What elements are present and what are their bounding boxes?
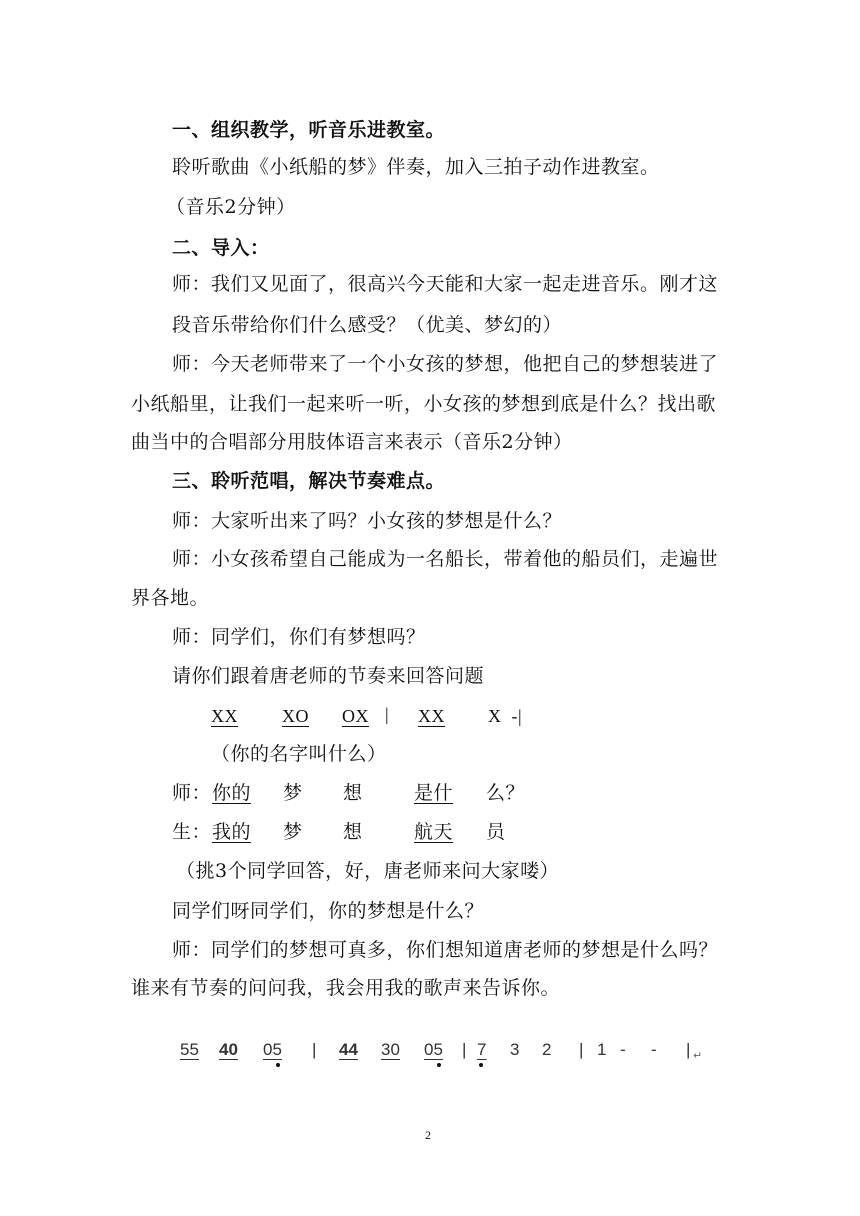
low-octave-dot (479, 1063, 483, 1067)
lyric-word: 员 (486, 821, 506, 843)
note-group: 05 (263, 1040, 282, 1059)
lyric-word: 我的 (212, 821, 252, 843)
paragraph: 师：大家听出来了吗？小女孩的梦想是什么？ (172, 510, 563, 532)
lyric-word: 梦 (283, 782, 303, 804)
lyric-word: 你的 (212, 782, 252, 804)
paragraph: 师：小女孩希望自己能成为一名船长，带着他的船员们，走遍世 (172, 548, 719, 570)
lyric-word: 想 (343, 821, 363, 843)
paragraph: （音乐2分钟） (166, 196, 296, 218)
paragraph: 聆听歌曲《小纸船的梦》伴奏，加入三拍子动作进教室。 (172, 156, 660, 178)
paragraph-mark: ↵ (693, 1050, 703, 1062)
note-group: 44 (339, 1040, 358, 1059)
bar-line: | (462, 1040, 467, 1059)
paragraph: 谁来有节奏的问问我，我会用我的歌声来告诉你。 (131, 977, 561, 999)
section-heading-1: 一、组织教学，听音乐进教室。 (172, 119, 446, 141)
paragraph: 师：今天老师带来了一个小女孩的梦想，他把自己的梦想装进了 (172, 353, 719, 375)
bar-line: | (579, 1040, 584, 1059)
lyric-word: 梦 (283, 821, 303, 843)
note: 2 (542, 1040, 552, 1059)
rhythm-note: X -| (488, 706, 523, 726)
note: 1 (597, 1040, 607, 1059)
rhythm-note: XO (282, 706, 309, 726)
low-octave-dot (276, 1063, 280, 1067)
paragraph: （挑3个同学回答，好，唐老师来问大家喽） (176, 860, 560, 882)
rhythm-note: XX (418, 706, 445, 726)
low-octave-dot (437, 1063, 441, 1067)
section-heading-3: 三、聆听范唱，解决节奏难点。 (172, 470, 446, 492)
bar-line: | (385, 704, 390, 724)
note: 3 (510, 1040, 520, 1059)
note: 7 (477, 1040, 487, 1059)
bar-line: | (312, 1040, 317, 1059)
paragraph: 师：同学们的梦想可真多，你们想知道唐老师的梦想是什么吗？ (172, 939, 719, 961)
page-number: 2 (425, 1128, 431, 1142)
note-group: 40 (219, 1040, 238, 1059)
paragraph: 小纸船里，让我们一起来听一听，小女孩的梦想到底是什么？找出歌 (131, 393, 717, 415)
note-group: 55 (180, 1040, 199, 1059)
paragraph: 段音乐带给你们什么感受？（优美、梦幻的） (172, 314, 563, 336)
lyric-word: 航天 (414, 821, 454, 843)
paragraph: 师：我们又见面了，很高兴今天能和大家一起走进音乐。刚才这 (172, 273, 719, 295)
note-group: 30 (381, 1040, 400, 1059)
paragraph: 曲当中的合唱部分用肢体语言来表示（音乐2分钟） (131, 431, 573, 453)
dash: - (651, 1040, 657, 1059)
speaker-label: 师： (172, 782, 212, 804)
paragraph: 请你们跟着唐老师的节奏来回答问题 (172, 665, 485, 687)
lyric-word: 想 (343, 782, 363, 804)
paragraph: （你的名字叫什么） (211, 743, 387, 765)
lyric-word: 是什 (414, 782, 454, 804)
paragraph: 师：同学们，你们有梦想吗？ (172, 626, 426, 648)
rhythm-note: XX (211, 706, 238, 726)
lyric-word: 么？ (486, 782, 526, 804)
bar-line: | (686, 1040, 691, 1059)
section-heading-2: 二、导入： (172, 237, 270, 259)
note-group: 05 (424, 1040, 443, 1059)
paragraph: 界各地。 (131, 587, 210, 609)
speaker-label: 生： (172, 821, 212, 843)
rhythm-note: OX (342, 706, 369, 726)
dash: - (620, 1040, 626, 1059)
paragraph: 同学们呀同学们，你的梦想是什么？ (172, 900, 485, 922)
